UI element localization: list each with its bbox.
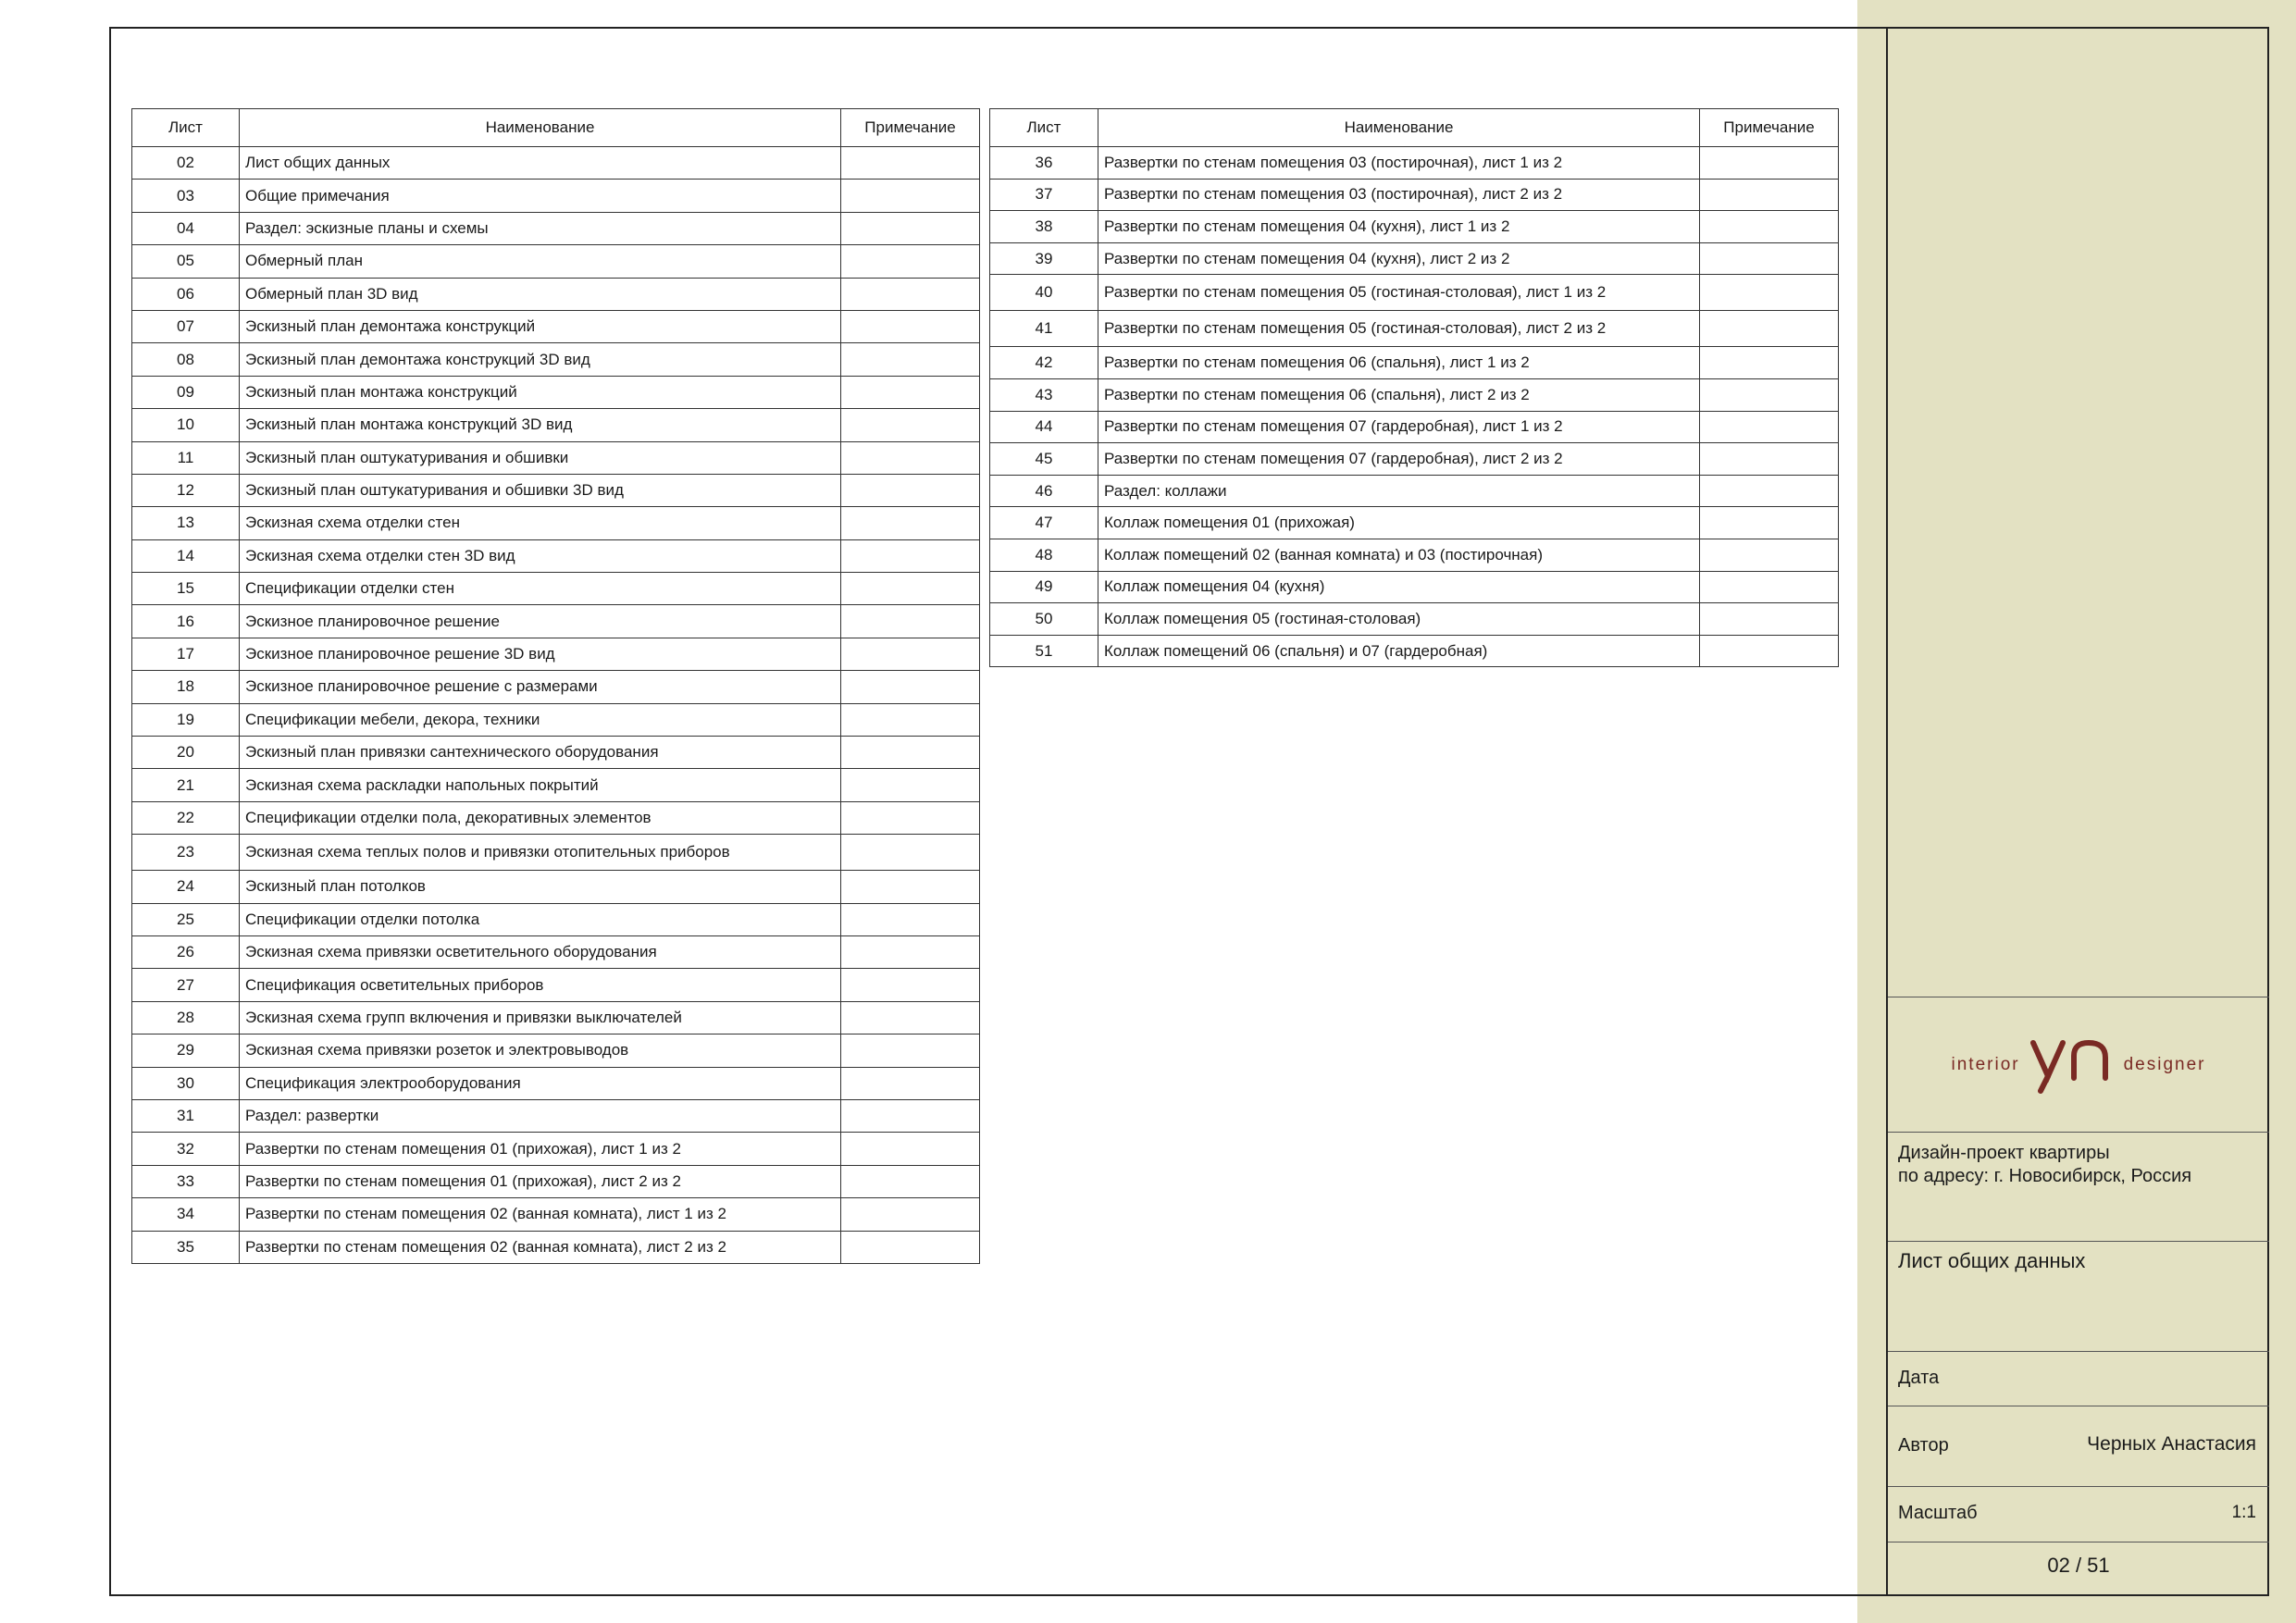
cell-note <box>1700 635 1839 667</box>
cell-sheet-number: 37 <box>990 179 1098 211</box>
table-row <box>132 1067 980 1099</box>
cell-sheet-name: Развертки по стенам помещения 04 (кухня), лист 2 из 2 <box>1098 242 1700 275</box>
cell-note <box>841 871 980 903</box>
cell-sheet-name: Развертки по стенам помещения 02 (ванная комната), лист 1 из 2 <box>240 1198 841 1231</box>
table-row <box>990 179 1839 211</box>
cell-sheet-name: Развертки по стенам помещения 01 (прихожая), лист 2 из 2 <box>240 1165 841 1197</box>
cell-sheet-name: Спецификации отделки потолка <box>240 903 841 935</box>
cell-sheet-number: 28 <box>132 1001 240 1034</box>
sheet-title: Лист общих данных <box>1898 1249 2086 1272</box>
table-row <box>990 242 1839 275</box>
cell-sheet-number: 09 <box>132 376 240 408</box>
cell-note <box>1700 347 1839 379</box>
cell-sheet-name: Эскизный план монтажа конструкций <box>240 376 841 408</box>
cell-sheet-number: 23 <box>132 835 240 871</box>
cell-note <box>841 703 980 736</box>
cell-sheet-name: Раздел: коллажи <box>1098 475 1700 507</box>
table-row <box>990 275 1839 311</box>
logo-mark-icon <box>2028 1035 2116 1095</box>
cell-note <box>841 737 980 769</box>
cell-note <box>841 1067 980 1099</box>
sheet-index-table-right <box>989 108 1839 667</box>
table-row <box>132 871 980 903</box>
cell-note <box>841 769 980 801</box>
table-row <box>990 475 1839 507</box>
cell-note <box>841 1165 980 1197</box>
cell-sheet-number: 12 <box>132 474 240 506</box>
cell-sheet-number: 05 <box>132 245 240 278</box>
designer-logo <box>1888 997 2269 1132</box>
table-header-row <box>990 109 1839 147</box>
table-row <box>132 935 980 968</box>
cell-sheet-name: Эскизный план демонтажа конструкций <box>240 310 841 342</box>
cell-note <box>841 1035 980 1067</box>
cell-sheet-name: Развертки по стенам помещения 06 (спальня), лист 2 из 2 <box>1098 378 1700 411</box>
table-row <box>132 671 980 703</box>
table-row <box>132 835 980 871</box>
cell-sheet-number: 11 <box>132 441 240 474</box>
cell-sheet-number: 03 <box>132 180 240 212</box>
cell-sheet-name: Эскизное планировочное решение с размерами <box>240 671 841 703</box>
page-number: 02 / 51 <box>2047 1554 2110 1577</box>
cell-sheet-number: 38 <box>990 211 1098 243</box>
cell-sheet-number: 27 <box>132 969 240 1001</box>
cell-sheet-number: 10 <box>132 409 240 441</box>
cell-sheet-name: Эскизный план оштукатуривания и обшивки 3D вид <box>240 474 841 506</box>
table-row <box>990 147 1839 180</box>
cell-sheet-name: Эскизный план монтажа конструкций 3D вид <box>240 409 841 441</box>
cell-sheet-number: 24 <box>132 871 240 903</box>
cell-note <box>1700 211 1839 243</box>
cell-note <box>841 474 980 506</box>
cell-note <box>841 801 980 834</box>
cell-sheet-name: Эскизная схема отделки стен 3D вид <box>240 539 841 572</box>
table-row <box>990 311 1839 347</box>
cell-sheet-name: Обмерный план <box>240 245 841 278</box>
cell-sheet-name: Коллаж помещения 01 (прихожая) <box>1098 507 1700 539</box>
cell-note <box>1700 147 1839 180</box>
cell-sheet-name: Раздел: развертки <box>240 1099 841 1132</box>
cell-sheet-name: Развертки по стенам помещения 07 (гардеробная), лист 2 из 2 <box>1098 443 1700 476</box>
cell-note <box>1700 443 1839 476</box>
cell-sheet-number: 34 <box>132 1198 240 1231</box>
table-row <box>132 801 980 834</box>
cell-sheet-name: Эскизная схема привязки осветительного оборудования <box>240 935 841 968</box>
cell-sheet-number: 21 <box>132 769 240 801</box>
cell-sheet-name: Развертки по стенам помещения 06 (спальня), лист 1 из 2 <box>1098 347 1700 379</box>
table-row <box>132 212 980 244</box>
project-title-line-1: Дизайн-проект квартиры <box>1898 1143 2110 1163</box>
table-row <box>132 1198 980 1231</box>
cell-sheet-number: 18 <box>132 671 240 703</box>
table-row <box>990 571 1839 603</box>
cell-note <box>841 835 980 871</box>
cell-sheet-number: 50 <box>990 603 1098 636</box>
cell-sheet-name: Коллаж помещений 02 (ванная комната) и 03 (постирочная) <box>1098 539 1700 571</box>
cell-sheet-number: 19 <box>132 703 240 736</box>
cell-sheet-name: Эскизная схема отделки стен <box>240 507 841 539</box>
cell-sheet-name: Лист общих данных <box>240 147 841 180</box>
cell-sheet-name: Эскизный план потолков <box>240 871 841 903</box>
cell-sheet-number: 47 <box>990 507 1098 539</box>
cell-sheet-number: 49 <box>990 571 1098 603</box>
table-row <box>132 441 980 474</box>
cell-sheet-number: 14 <box>132 539 240 572</box>
header-name: Наименование <box>1098 109 1700 147</box>
cell-note <box>841 212 980 244</box>
cell-sheet-number: 22 <box>132 801 240 834</box>
cell-sheet-number: 44 <box>990 411 1098 443</box>
cell-sheet-number: 04 <box>132 212 240 244</box>
table-row <box>990 635 1839 667</box>
table-row <box>990 603 1839 636</box>
cell-sheet-number: 15 <box>132 573 240 605</box>
sheet-index-table-left <box>131 108 980 1264</box>
header-note: Примечание <box>1700 109 1839 147</box>
cell-note <box>1700 603 1839 636</box>
cell-note <box>841 1099 980 1132</box>
cell-sheet-number: 29 <box>132 1035 240 1067</box>
table-row <box>132 703 980 736</box>
cell-note <box>841 1198 980 1231</box>
cell-note <box>841 376 980 408</box>
cell-sheet-number: 17 <box>132 638 240 670</box>
cell-note <box>841 671 980 703</box>
cell-note <box>1700 539 1839 571</box>
table-row <box>990 347 1839 379</box>
cell-sheet-number: 26 <box>132 935 240 968</box>
cell-note <box>841 180 980 212</box>
cell-sheet-name: Эскизный план демонтажа конструкций 3D вид <box>240 343 841 376</box>
cell-note <box>841 409 980 441</box>
table-row <box>132 180 980 212</box>
cell-sheet-number: 48 <box>990 539 1098 571</box>
cell-sheet-number: 25 <box>132 903 240 935</box>
cell-note <box>841 1231 980 1263</box>
cell-sheet-name: Эскизная схема привязки розеток и электровыводов <box>240 1035 841 1067</box>
table-row <box>132 769 980 801</box>
cell-sheet-name: Развертки по стенам помещения 03 (постирочная), лист 2 из 2 <box>1098 179 1700 211</box>
table-row <box>132 638 980 670</box>
table-row <box>990 411 1839 443</box>
cell-sheet-name: Коллаж помещения 04 (кухня) <box>1098 571 1700 603</box>
cell-sheet-name: Развертки по стенам помещения 05 (гостиная-столовая), лист 2 из 2 <box>1098 311 1700 347</box>
cell-note <box>841 903 980 935</box>
cell-note <box>1700 507 1839 539</box>
table-row <box>132 507 980 539</box>
table-row <box>132 1165 980 1197</box>
table-row <box>132 1001 980 1034</box>
cell-sheet-number: 45 <box>990 443 1098 476</box>
table-row <box>132 539 980 572</box>
cell-sheet-name: Обмерный план 3D вид <box>240 278 841 310</box>
cell-sheet-name: Спецификации отделки пола, декоративных элементов <box>240 801 841 834</box>
author-value: Черных Анастасия <box>2087 1433 2256 1455</box>
cell-note <box>1700 275 1839 311</box>
cell-sheet-number: 32 <box>132 1133 240 1165</box>
cell-sheet-number: 41 <box>990 311 1098 347</box>
cell-sheet-number: 43 <box>990 378 1098 411</box>
table-row <box>132 278 980 310</box>
table-row <box>132 969 980 1001</box>
cell-note <box>1700 571 1839 603</box>
logo-word-designer: designer <box>2123 1054 2206 1074</box>
table-row <box>132 343 980 376</box>
cell-sheet-name: Коллаж помещений 06 (спальня) и 07 (гардеробная) <box>1098 635 1700 667</box>
table-row <box>990 539 1839 571</box>
table-row <box>990 507 1839 539</box>
cell-sheet-name: Коллаж помещения 05 (гостиная-столовая) <box>1098 603 1700 636</box>
author-label: Автор <box>1898 1435 1949 1456</box>
project-title <box>1898 1142 2191 1188</box>
cell-sheet-number: 39 <box>990 242 1098 275</box>
cell-note <box>841 507 980 539</box>
cell-sheet-name: Эскизное планировочное решение <box>240 605 841 638</box>
cell-sheet-name: Развертки по стенам помещения 02 (ванная комната), лист 2 из 2 <box>240 1231 841 1263</box>
cell-sheet-number: 08 <box>132 343 240 376</box>
table-row <box>990 443 1839 476</box>
cell-note <box>841 310 980 342</box>
cell-sheet-name: Раздел: эскизные планы и схемы <box>240 212 841 244</box>
table-row <box>132 310 980 342</box>
cell-note <box>841 573 980 605</box>
header-note: Примечание <box>841 109 980 147</box>
cell-sheet-number: 51 <box>990 635 1098 667</box>
cell-note <box>1700 311 1839 347</box>
cell-sheet-name: Спецификация осветительных приборов <box>240 969 841 1001</box>
cell-sheet-number: 36 <box>990 147 1098 180</box>
cell-sheet-name: Общие примечания <box>240 180 841 212</box>
cell-sheet-name: Эскизный план привязки сантехнического оборудования <box>240 737 841 769</box>
cell-sheet-number: 07 <box>132 310 240 342</box>
cell-note <box>841 638 980 670</box>
table-row <box>132 1099 980 1132</box>
cell-sheet-name: Эскизная схема раскладки напольных покрытий <box>240 769 841 801</box>
table-row <box>132 245 980 278</box>
cell-sheet-number: 20 <box>132 737 240 769</box>
cell-sheet-name: Эскизный план оштукатуривания и обшивки <box>240 441 841 474</box>
table-row <box>132 409 980 441</box>
header-sheet: Лист <box>132 109 240 147</box>
project-title-line-2: по адресу: г. Новосибирск, Россия <box>1898 1166 2192 1186</box>
cell-sheet-name: Спецификации отделки стен <box>240 573 841 605</box>
cell-note <box>1700 411 1839 443</box>
header-sheet: Лист <box>990 109 1098 147</box>
cell-sheet-name: Развертки по стенам помещения 03 (постирочная), лист 1 из 2 <box>1098 147 1700 180</box>
cell-note <box>841 278 980 310</box>
cell-sheet-name: Спецификация электрооборудования <box>240 1067 841 1099</box>
cell-note <box>841 605 980 638</box>
table-row <box>132 147 980 180</box>
date-label: Дата <box>1898 1368 1940 1388</box>
cell-sheet-number: 42 <box>990 347 1098 379</box>
cell-note <box>1700 378 1839 411</box>
cell-sheet-number: 31 <box>132 1099 240 1132</box>
cell-note <box>841 1133 980 1165</box>
cell-note <box>841 147 980 180</box>
table-row <box>132 605 980 638</box>
cell-sheet-name: Эскизное планировочное решение 3D вид <box>240 638 841 670</box>
scale-value: 1:1 <box>2231 1503 2256 1522</box>
table-row <box>132 474 980 506</box>
cell-note <box>1700 475 1839 507</box>
table-row <box>132 903 980 935</box>
cell-note <box>841 441 980 474</box>
cell-sheet-number: 16 <box>132 605 240 638</box>
cell-sheet-name: Эскизная схема теплых полов и привязки отопительных приборов <box>240 835 841 871</box>
cell-sheet-name: Развертки по стенам помещения 05 (гостиная-столовая), лист 1 из 2 <box>1098 275 1700 311</box>
table-row <box>132 1035 980 1067</box>
cell-sheet-name: Развертки по стенам помещения 01 (прихожая), лист 1 из 2 <box>240 1133 841 1165</box>
table-row <box>132 1133 980 1165</box>
cell-sheet-name: Развертки по стенам помещения 04 (кухня), лист 1 из 2 <box>1098 211 1700 243</box>
cell-sheet-number: 35 <box>132 1231 240 1263</box>
cell-note <box>841 245 980 278</box>
cell-note <box>841 1001 980 1034</box>
cell-sheet-number: 46 <box>990 475 1098 507</box>
logo-word-interior: interior <box>1951 1054 2020 1074</box>
table-row <box>990 378 1839 411</box>
table-row <box>990 211 1839 243</box>
cell-sheet-name: Развертки по стенам помещения 07 (гардеробная), лист 1 из 2 <box>1098 411 1700 443</box>
cell-note <box>841 969 980 1001</box>
cell-note <box>841 935 980 968</box>
cell-sheet-number: 40 <box>990 275 1098 311</box>
cell-sheet-name: Спецификации мебели, декора, техники <box>240 703 841 736</box>
cell-sheet-number: 06 <box>132 278 240 310</box>
cell-sheet-number: 33 <box>132 1165 240 1197</box>
cell-sheet-number: 13 <box>132 507 240 539</box>
cell-sheet-number: 02 <box>132 147 240 180</box>
cell-note <box>1700 242 1839 275</box>
cell-note <box>841 539 980 572</box>
date-cell <box>1888 1351 2269 1406</box>
cell-note <box>841 343 980 376</box>
cell-sheet-name: Эскизная схема групп включения и привязки выключателей <box>240 1001 841 1034</box>
cell-sheet-number: 30 <box>132 1067 240 1099</box>
table-row <box>132 1231 980 1263</box>
scale-label: Масштаб <box>1898 1503 1978 1523</box>
table-row <box>132 376 980 408</box>
cell-note <box>1700 179 1839 211</box>
table-header-row <box>132 109 980 147</box>
table-row <box>132 737 980 769</box>
table-row <box>132 573 980 605</box>
header-name: Наименование <box>240 109 841 147</box>
